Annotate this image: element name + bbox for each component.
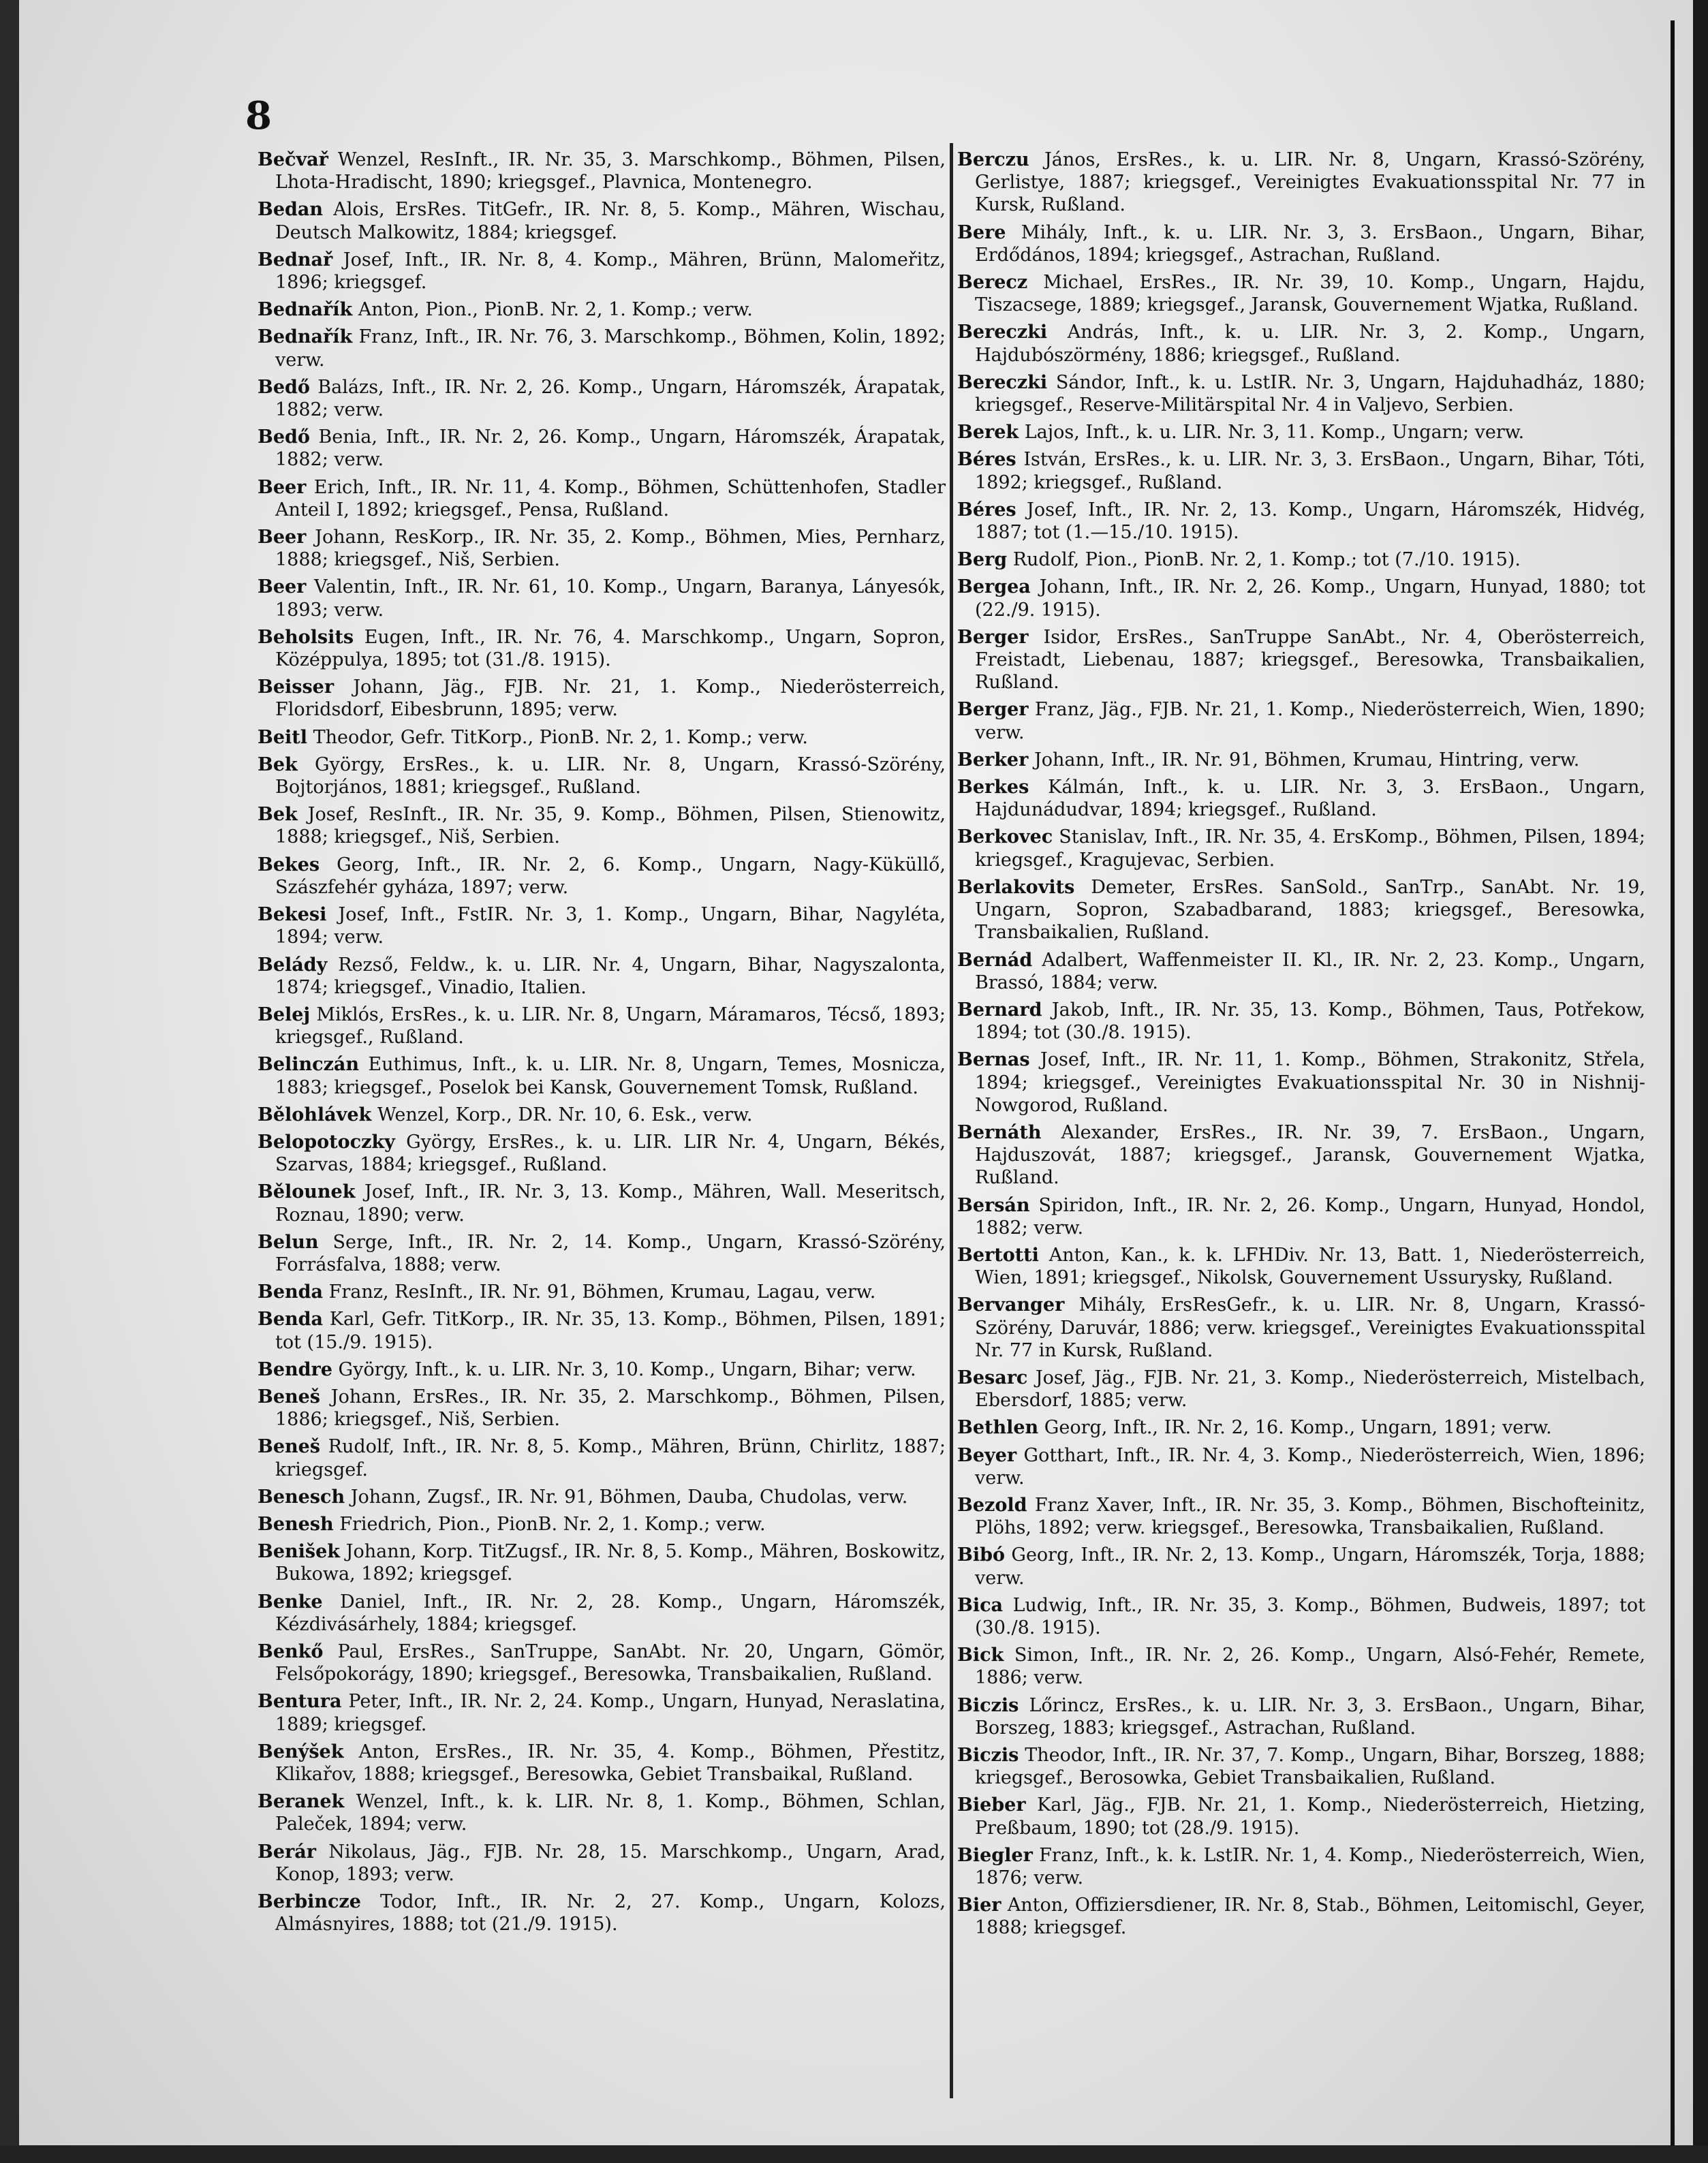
entry-surname: Bentura — [258, 1691, 342, 1713]
entry-details: Anton, Pion., PionB. Nr. 2, 1. Komp.; verw. — [358, 299, 753, 321]
entry-surname: Bek — [258, 753, 298, 775]
entry-surname: Béres — [957, 499, 1016, 520]
casualty-entry — [258, 1281, 946, 1303]
entry-surname: Bereczki — [957, 371, 1048, 393]
entry-details: Erich, Inft., IR. Nr. 11, 4. Komp., Böhmen, Schüttenhofen, Stadler Anteil I, 1892; kriegsgef., Pensa, Rußland. — [275, 476, 946, 520]
entry-details: Adalbert, Waffenmeister II. Kl., IR. Nr. 2, 23. Komp., Ungarn, Brassó, 1884; verw. — [975, 949, 1645, 993]
entry-surname: Bibó — [957, 1544, 1005, 1566]
entry-details: Josef, Inft., IR. Nr. 8, 4. Komp., Mähren, Brünn, Malomeřitz, 1896; kriegsgef. — [275, 249, 946, 294]
casualty-entry — [258, 298, 946, 321]
entry-surname: Belej — [258, 1003, 311, 1025]
entry-surname: Bica — [957, 1594, 1004, 1616]
entry-surname: Bekesi — [258, 904, 327, 926]
entry-details: Rezső, Feldw., k. u. LIR. Nr. 4, Ungarn, Bihar, Nagyszalonta, 1874; kriegsgef., Vinadio, Italien. — [275, 954, 946, 998]
entry-surname: Béres — [957, 449, 1016, 471]
entry-details: Isidor, ErsRes., SanTruppe SanAbt., Nr. 4, Oberösterreich, Freistadt, Liebenau, 1887; kriegsgef., Beresowka, Transbaikalien, Rußland. — [975, 626, 1645, 694]
entry-details: András, Inft., k. u. LIR. Nr. 3, 2. Komp., Ungarn, Hajdubószörmény, 1886; kriegsgef., Rußland. — [975, 322, 1645, 366]
entry-details: Georg, Inft., IR. Nr. 2, 16. Komp., Ungarn, 1891; verw. — [1044, 1417, 1552, 1439]
entry-surname: Bethlen — [957, 1417, 1039, 1439]
casualty-entry — [957, 448, 1645, 493]
casualty-entry — [957, 1416, 1645, 1439]
entry-surname: Berger — [957, 626, 1029, 648]
entry-surname: Benišek — [258, 1541, 340, 1563]
entry-details: Miklós, ErsRes., k. u. LIR. Nr. 8, Ungarn, Máramaros, Técső, 1893; kriegsgef., Rußland. — [275, 1003, 946, 1048]
entry-surname: Berker — [957, 749, 1029, 771]
casualty-entry — [957, 1294, 1645, 1362]
entry-details: Todor, Inft., IR. Nr. 2, 27. Komp., Ungarn, Kolozs, Almásnyires, 1888; tot (21./9. 1915). — [275, 1891, 946, 1935]
entry-surname: Beyer — [957, 1444, 1017, 1466]
entry-details: Georg, Inft., IR. Nr. 2, 6. Komp., Ungarn, Nagy-Küküllő, Szászfehér gyháza, 1897; verw. — [275, 854, 946, 898]
casualty-entry — [957, 1494, 1645, 1539]
casualty-entry — [258, 526, 946, 571]
entry-details: Lőrincz, ErsRes., k. u. LIR. Nr. 3, 3. ErsBaon., Ungarn, Bihar, Borszeg, 1883; kriegsgef., Astrachan, Rußland. — [975, 1694, 1645, 1739]
right-column — [957, 149, 1645, 1944]
casualty-entry — [258, 753, 946, 798]
entry-details: Rudolf, Pion., PionB. Nr. 2, 1. Komp.; tot (7./10. 1915). — [1012, 549, 1521, 571]
entry-details: Wenzel, Inft., k. k. LIR. Nr. 8, 1. Komp., Böhmen, Schlan, Paleček, 1894; verw. — [275, 1791, 946, 1835]
casualty-entry — [957, 826, 1645, 871]
entry-details: Demeter, ErsRes. SanSold., SanTrp., SanAbt. Nr. 19, Ungarn, Sopron, Szabadbarand, 1883; kriegsgef., Beresowka, Transbaikalien, Rußland. — [975, 876, 1645, 944]
entry-surname: Biczis — [957, 1694, 1019, 1716]
entry-surname: Beneš — [258, 1386, 321, 1407]
entry-details: Josef, Jäg., FJB. Nr. 21, 3. Komp., Niederösterreich, Mistelbach, Ebersdorf, 1885; verw. — [975, 1367, 1645, 1412]
entry-details: Georg, Inft., IR. Nr. 2, 13. Komp., Ungarn, Háromszék, Torja, 1888; verw. — [975, 1544, 1645, 1589]
casualty-entry — [957, 1594, 1645, 1639]
entry-details: Kálmán, Inft., k. u. LIR. Nr. 3, 3. ErsBaon., Ungarn, Hajdunádudvar, 1894; kriegsgef., Rußland. — [975, 777, 1645, 821]
column-divider — [950, 143, 953, 2098]
entry-surname: Bieber — [957, 1794, 1026, 1816]
entry-details: Euthimus, Inft., k. u. LIR. Nr. 8, Ungarn, Temes, Mosnicza, 1883; kriegsgef., Poselok bei Kansk, Gouvernement Tomsk, Rußland. — [275, 1054, 946, 1098]
entry-surname: Benda — [258, 1309, 324, 1331]
entry-surname: Belinczán — [258, 1054, 360, 1076]
entry-details: Alexander, ErsRes., IR. Nr. 39, 7. ErsBaon., Ungarn, Hajduszovát, 1887; kriegsgef., Jaransk, Gouvernement Wjatka, Rußland. — [975, 1121, 1645, 1189]
casualty-entry — [957, 271, 1645, 316]
entry-details: Peter, Inft., IR. Nr. 2, 24. Komp., Ungarn, Hunyad, Neraslatina, 1889; kriegsgef. — [275, 1691, 946, 1735]
entry-surname: Berkovec — [957, 826, 1053, 848]
entry-details: Rudolf, Inft., IR. Nr. 8, 5. Komp., Mähren, Brünn, Chirlitz, 1887; kriegsgef. — [275, 1436, 946, 1480]
entry-surname: Berlakovits — [957, 876, 1075, 898]
casualty-entry — [258, 726, 946, 749]
casualty-entry — [258, 1790, 946, 1835]
entry-surname: Bervanger — [957, 1294, 1065, 1316]
entry-surname: Benkő — [258, 1640, 324, 1662]
entry-surname: Bělounek — [258, 1181, 356, 1203]
entry-surname: Bekes — [258, 854, 320, 875]
entry-surname: Belády — [258, 954, 328, 976]
casualty-entry — [258, 1540, 946, 1585]
casualty-entry — [258, 954, 946, 999]
entry-details: István, ErsRes., k. u. LIR. Nr. 3, 3. ErsBaon., Ungarn, Bihar, Tóti, 1892; kriegsgef., Rußland. — [975, 449, 1645, 493]
entry-surname: Berár — [258, 1841, 316, 1863]
entry-details: Eugen, Inft., IR. Nr. 76, 4. Marschkomp., Ungarn, Sopron, Középpulya, 1895; tot (31./8. 1915). — [275, 626, 946, 671]
casualty-entry — [258, 1358, 946, 1381]
entry-surname: Bersán — [957, 1194, 1030, 1216]
entry-surname: Bernard — [957, 999, 1042, 1021]
casualty-entry — [957, 1367, 1645, 1412]
entry-surname: Berger — [957, 699, 1029, 721]
casualty-entry — [258, 476, 946, 521]
entry-details: Benia, Inft., IR. Nr. 2, 26. Komp., Ungarn, Háromszék, Árapatak, 1882; verw. — [275, 426, 946, 471]
entry-details: Franz, Inft., IR. Nr. 76, 3. Marschkomp., Böhmen, Kolin, 1892; verw. — [275, 326, 946, 371]
scan-edge-bottom — [0, 2145, 1708, 2163]
entry-surname: Beisser — [258, 676, 335, 698]
casualty-entry — [258, 1640, 946, 1685]
casualty-entry — [258, 1690, 946, 1735]
casualty-entry — [957, 1694, 1645, 1739]
casualty-entry — [258, 1841, 946, 1886]
scan-edge-right — [1693, 0, 1708, 2163]
entry-surname: Beer — [258, 576, 307, 598]
casualty-entry — [258, 249, 946, 294]
casualty-entry — [258, 1386, 946, 1431]
casualty-entry — [258, 1181, 946, 1226]
entry-surname: Bier — [957, 1895, 1001, 1916]
casualty-entry — [258, 1104, 946, 1126]
entry-details: Karl, Jäg., FJB. Nr. 21, 1. Komp., Niederösterreich, Hietzing, Preßbaum, 1890; tot (28./9. 1915). — [975, 1794, 1645, 1839]
entry-surname: Bernáth — [957, 1121, 1042, 1143]
casualty-entry — [957, 876, 1645, 944]
casualty-entry — [258, 1513, 946, 1536]
entry-surname: Belopotoczky — [258, 1131, 395, 1153]
entry-surname: Beneš — [258, 1436, 321, 1458]
entry-details: Ludwig, Inft., IR. Nr. 35, 3. Komp., Böhmen, Budweis, 1897; tot (30./8. 1915). — [975, 1594, 1645, 1638]
entry-details: Anton, Offiziersdiener, IR. Nr. 8, Stab., Böhmen, Leitomischl, Geyer, 1888; kriegsgef. — [975, 1895, 1645, 1939]
entry-surname: Benýšek — [258, 1741, 344, 1762]
entry-details: Gotthart, Inft., IR. Nr. 4, 3. Komp., Niederösterreich, Wien, 1896; verw. — [975, 1444, 1645, 1489]
entry-surname: Beranek — [258, 1791, 345, 1813]
entry-surname: Beitl — [258, 726, 307, 748]
entry-details: Johann, ResKorp., IR. Nr. 35, 2. Komp., Böhmen, Mies, Pernharz, 1888; kriegsgef., Niš, Serbien. — [275, 527, 946, 571]
entry-surname: Berg — [957, 549, 1008, 571]
entry-details: Anton, ErsRes., IR. Nr. 35, 4. Komp., Böhmen, Přestitz, Klikařov, 1888; kriegsgef., Beresowka, Gebiet Transbaikal, Rußland. — [275, 1741, 946, 1785]
entry-surname: Benesch — [258, 1486, 345, 1508]
entry-details: Johann, Inft., IR. Nr. 91, Böhmen, Krumau, Hintring, verw. — [1034, 749, 1580, 771]
entry-details: Lajos, Inft., k. u. LIR. Nr. 3, 11. Komp., Ungarn; verw. — [1024, 422, 1525, 444]
casualty-entry — [957, 1048, 1645, 1117]
entry-surname: Bezold — [957, 1494, 1027, 1516]
entry-details: János, ErsRes., k. u. LIR. Nr. 8, Ungarn, Krassó-Szörény, Gerlistye, 1887; kriegsgef., Vereinigtes Evakuationsspital Nr. 77 in Kursk, Rußland. — [975, 149, 1645, 216]
entry-surname: Bedő — [258, 426, 310, 448]
casualty-entry — [957, 421, 1645, 444]
casualty-entry — [957, 1444, 1645, 1489]
casualty-entry — [258, 803, 946, 848]
entry-surname: Benke — [258, 1591, 323, 1613]
casualty-entry — [258, 1591, 946, 1636]
entry-surname: Bergea — [957, 576, 1031, 598]
casualty-entry — [258, 626, 946, 671]
margin-rule — [1671, 20, 1675, 2146]
entry-details: Serge, Inft., IR. Nr. 2, 14. Komp., Ungarn, Krassó-Szörény, Forrásfalva, 1888; verw. — [275, 1231, 946, 1275]
casualty-entry — [258, 903, 946, 948]
entry-surname: Bednařík — [258, 299, 353, 321]
entry-surname: Bertotti — [957, 1244, 1039, 1266]
casualty-entry — [957, 1544, 1645, 1589]
casualty-entry — [957, 1794, 1645, 1839]
casualty-entry — [957, 1744, 1645, 1789]
entry-details: Simon, Inft., IR. Nr. 2, 26. Komp., Ungarn, Alsó-Fehér, Remete, 1886; verw. — [975, 1645, 1645, 1689]
entry-surname: Bek — [258, 804, 298, 826]
casualty-entry — [957, 1644, 1645, 1689]
entry-details: Johann, Korp. TitZugsf., IR. Nr. 8, 5. Komp., Mähren, Boskowitz, Bukowa, 1892; kriegsgef. — [275, 1541, 946, 1585]
entry-surname: Bereczki — [957, 322, 1048, 343]
casualty-entry — [957, 149, 1645, 217]
entry-details: Alois, ErsRes. TitGefr., IR. Nr. 8, 5. Komp., Mähren, Wischau, Deutsch Malkowitz, 1884; kriegsgef. — [275, 199, 946, 243]
casualty-entry — [258, 1308, 946, 1353]
casualty-entry — [957, 499, 1645, 544]
casualty-entry — [957, 1244, 1645, 1289]
entry-surname: Berecz — [957, 272, 1028, 294]
casualty-entry — [258, 426, 946, 471]
entry-surname: Beer — [258, 476, 307, 498]
casualty-entry — [258, 1741, 946, 1786]
entry-details: Josef, Inft., IR. Nr. 2, 13. Komp., Ungarn, Háromszék, Hidvég, 1887; tot (1.—15./10. 1915). — [975, 499, 1645, 544]
casualty-entry — [957, 548, 1645, 571]
casualty-entry — [957, 999, 1645, 1044]
casualty-entry — [258, 1486, 946, 1508]
entry-surname: Bednař — [258, 249, 333, 270]
entry-details: Franz, Jäg., FJB. Nr. 21, 1. Komp., Niederösterreich, Wien, 1890; verw. — [975, 699, 1645, 743]
entry-surname: Bendre — [258, 1358, 332, 1380]
casualty-entry — [258, 854, 946, 899]
entry-surname: Bednařík — [258, 326, 353, 348]
casualty-entry — [258, 576, 946, 621]
casualty-entry — [957, 371, 1645, 416]
entry-details: Johann, Zugsf., IR. Nr. 91, Böhmen, Dauba, Chudolas, verw. — [350, 1486, 908, 1508]
entry-details: Josef, Inft., FstIR. Nr. 3, 1. Komp., Ungarn, Bihar, Nagyléta, 1894; verw. — [275, 904, 946, 948]
left-column — [258, 149, 946, 1940]
entry-details: Spiridon, Inft., IR. Nr. 2, 26. Komp., Ungarn, Hunyad, Hondol, 1882; verw. — [975, 1194, 1645, 1239]
entry-details: Michael, ErsRes., IR. Nr. 39, 10. Komp., Ungarn, Hajdu, Tiszacsege, 1889; kriegsgef., Jaransk, Gouvernement Wjatka, Rußland. — [975, 272, 1645, 316]
entry-details: Daniel, Inft., IR. Nr. 2, 28. Komp., Ungarn, Háromszék, Kézdivásárhely, 1884; kriegsgef. — [275, 1591, 946, 1635]
casualty-entry — [258, 326, 946, 371]
entry-surname: Bedan — [258, 199, 324, 221]
entry-details: Wenzel, Korp., DR. Nr. 10, 6. Esk., verw. — [377, 1104, 753, 1125]
entry-surname: Belun — [258, 1231, 319, 1253]
entry-surname: Beer — [258, 527, 307, 548]
entry-surname: Berkes — [957, 777, 1029, 798]
casualty-entry — [258, 198, 946, 243]
casualty-entry — [957, 776, 1645, 821]
entry-details: Mihály, ErsResGefr., k. u. LIR. Nr. 8, Ungarn, Krassó-Szörény, Daruvár, 1886; verw. kriegsgef., Vereinigtes Evakuationsspital Nr. 77 in Kursk, Rußland. — [975, 1294, 1645, 1361]
casualty-entry — [957, 1121, 1645, 1189]
casualty-entry — [258, 149, 946, 193]
casualty-entry — [957, 1194, 1645, 1239]
casualty-entry — [957, 321, 1645, 366]
entry-surname: Berek — [957, 422, 1019, 444]
entry-details: Jakob, Inft., IR. Nr. 35, 13. Komp., Böhmen, Taus, Potřekow, 1894; tot (30./8. 1915). — [975, 999, 1645, 1044]
entry-surname: Bernas — [957, 1049, 1030, 1071]
page-number: 8 — [245, 93, 272, 138]
entry-surname: Bedő — [258, 376, 310, 398]
casualty-entry — [957, 626, 1645, 694]
entry-details: Franz, ResInft., IR. Nr. 91, Böhmen, Krumau, Lagau, verw. — [328, 1281, 876, 1303]
entry-details: Franz, Inft., k. k. LstIR. Nr. 1, 4. Komp., Niederösterreich, Wien, 1876; verw. — [975, 1844, 1645, 1889]
entry-details: György, ErsRes., k. u. LIR. Nr. 8, Ungarn, Krassó-Szörény, Bojtorjános, 1881; kriegsgef., Rußland. — [275, 753, 946, 798]
entry-details: György, Inft., k. u. LIR. Nr. 3, 10. Komp., Ungarn, Bihar; verw. — [338, 1358, 916, 1380]
casualty-entry — [957, 749, 1645, 771]
entry-details: György, ErsRes., k. u. LIR. LIR Nr. 4, Ungarn, Békés, Szarvas, 1884; kriegsgef., Rußland. — [275, 1131, 946, 1176]
casualty-entry — [957, 949, 1645, 994]
entry-details: Mihály, Inft., k. u. LIR. Nr. 3, 3. ErsBaon., Ungarn, Bihar, Erdődános, 1894; kriegsgef., Astrachan, Rußland. — [975, 221, 1645, 266]
entry-surname: Berbincze — [258, 1891, 361, 1913]
entry-details: Theodor, Gefr. TitKorp., PionB. Nr. 2, 1. Komp.; verw. — [313, 726, 808, 748]
entry-details: Josef, Inft., IR. Nr. 3, 13. Komp., Mähren, Wall. Meseritsch, Roznau, 1890; verw. — [275, 1181, 946, 1226]
entry-details: Franz Xaver, Inft., IR. Nr. 35, 3. Komp., Böhmen, Bischofteinitz, Plöhs, 1892; verw. kriegsgef., Beresowka, Transbaikalien, Rußland. — [975, 1494, 1645, 1539]
casualty-entry — [957, 576, 1645, 621]
casualty-entry — [258, 1890, 946, 1935]
entry-surname: Bělohlávek — [258, 1104, 372, 1125]
entry-details: Sándor, Inft., k. u. LstIR. Nr. 3, Ungarn, Hajduhadház, 1880; kriegsgef., Reserve-Militärspital Nr. 4 in Valjevo, Serbien. — [975, 371, 1645, 416]
entry-details: Josef, ResInft., IR. Nr. 35, 9. Komp., Böhmen, Pilsen, Stienowitz, 1888; kriegsgef., Niš, Serbien. — [275, 804, 946, 848]
entry-surname: Berczu — [957, 149, 1029, 170]
casualty-entry — [957, 221, 1645, 266]
casualty-entry — [957, 1844, 1645, 1889]
entry-surname: Besarc — [957, 1367, 1028, 1388]
entry-details: Johann, ErsRes., IR. Nr. 35, 2. Marschkomp., Böhmen, Pilsen, 1886; kriegsgef., Niš, Serbien. — [275, 1386, 946, 1431]
entry-details: Johann, Jäg., FJB. Nr. 21, 1. Komp., Niederösterreich, Floridsdorf, Eibesbrunn, 1895; verw. — [275, 676, 946, 721]
entry-details: Nikolaus, Jäg., FJB. Nr. 28, 15. Marschkomp., Ungarn, Arad, Konop, 1893; verw. — [275, 1841, 946, 1885]
casualty-entry — [258, 676, 946, 721]
entry-details: Johann, Inft., IR. Nr. 2, 26. Komp., Ungarn, Hunyad, 1880; tot (22./9. 1915). — [975, 576, 1646, 621]
entry-surname: Bernád — [957, 949, 1033, 971]
entry-details: Paul, ErsRes., SanTruppe, SanAbt. Nr. 20, Ungarn, Gömör, Felsőpokorágy, 1890; kriegsgef., Beresowka, Transbaikalien, Rußland. — [275, 1640, 946, 1685]
casualty-entry — [957, 698, 1645, 743]
entry-surname: Benesh — [258, 1513, 334, 1535]
casualty-entry — [258, 376, 946, 421]
casualty-entry — [258, 1435, 946, 1480]
entry-surname: Bick — [957, 1645, 1004, 1666]
entry-details: Josef, Inft., IR. Nr. 11, 1. Komp., Böhmen, Strakonitz, Střela, 1894; kriegsgef., Vereinigtes Evakuationsspital Nr. 30 in Nishnij-Nowgorod, Rußland. — [975, 1049, 1645, 1116]
entry-details: Friedrich, Pion., PionB. Nr. 2, 1. Komp.; verw. — [339, 1513, 766, 1535]
entry-surname: Bere — [957, 221, 1006, 243]
entry-details: Valentin, Inft., IR. Nr. 61, 10. Komp., Ungarn, Baranya, Lányesók, 1893; verw. — [275, 576, 946, 621]
casualty-entry — [258, 1131, 946, 1176]
entry-surname: Bečvař — [258, 149, 328, 170]
casualty-entry — [258, 1053, 946, 1098]
entry-surname: Benda — [258, 1281, 324, 1303]
entry-surname: Biczis — [957, 1745, 1019, 1766]
entry-details: Karl, Gefr. TitKorp., IR. Nr. 35, 13. Komp., Böhmen, Pilsen, 1891; tot (15./9. 1915). — [275, 1309, 946, 1353]
scan-edge-left — [0, 0, 19, 2163]
entry-details: Wenzel, ResInft., IR. Nr. 35, 3. Marschkomp., Böhmen, Pilsen, Lhota-Hradischt, 1890; kriegsgef., Plavnica, Montenegro. — [275, 149, 946, 193]
entry-details: Balázs, Inft., IR. Nr. 2, 26. Komp., Ungarn, Háromszék, Árapatak, 1882; verw. — [275, 376, 946, 421]
entry-surname: Beholsits — [258, 626, 354, 648]
casualty-entry — [258, 1003, 946, 1048]
entry-details: Anton, Kan., k. k. LFHDiv. Nr. 13, Batt. 1, Niederösterreich, Wien, 1891; kriegsgef., Nikolsk, Gouvernement Ussurysky, Rußland. — [975, 1244, 1645, 1289]
entry-details: Theodor, Inft., IR. Nr. 37, 7. Komp., Ungarn, Bihar, Borszeg, 1888; kriegsgef., Berosowka, Gebiet Transbaikalien, Rußland. — [975, 1745, 1645, 1789]
entry-details: Stanislav, Inft., IR. Nr. 35, 4. ErsKomp., Böhmen, Pilsen, 1894; kriegsgef., Kragujevac, Serbien. — [975, 826, 1645, 871]
entry-surname: Biegler — [957, 1844, 1033, 1866]
casualty-entry — [258, 1231, 946, 1276]
casualty-entry — [957, 1894, 1645, 1939]
